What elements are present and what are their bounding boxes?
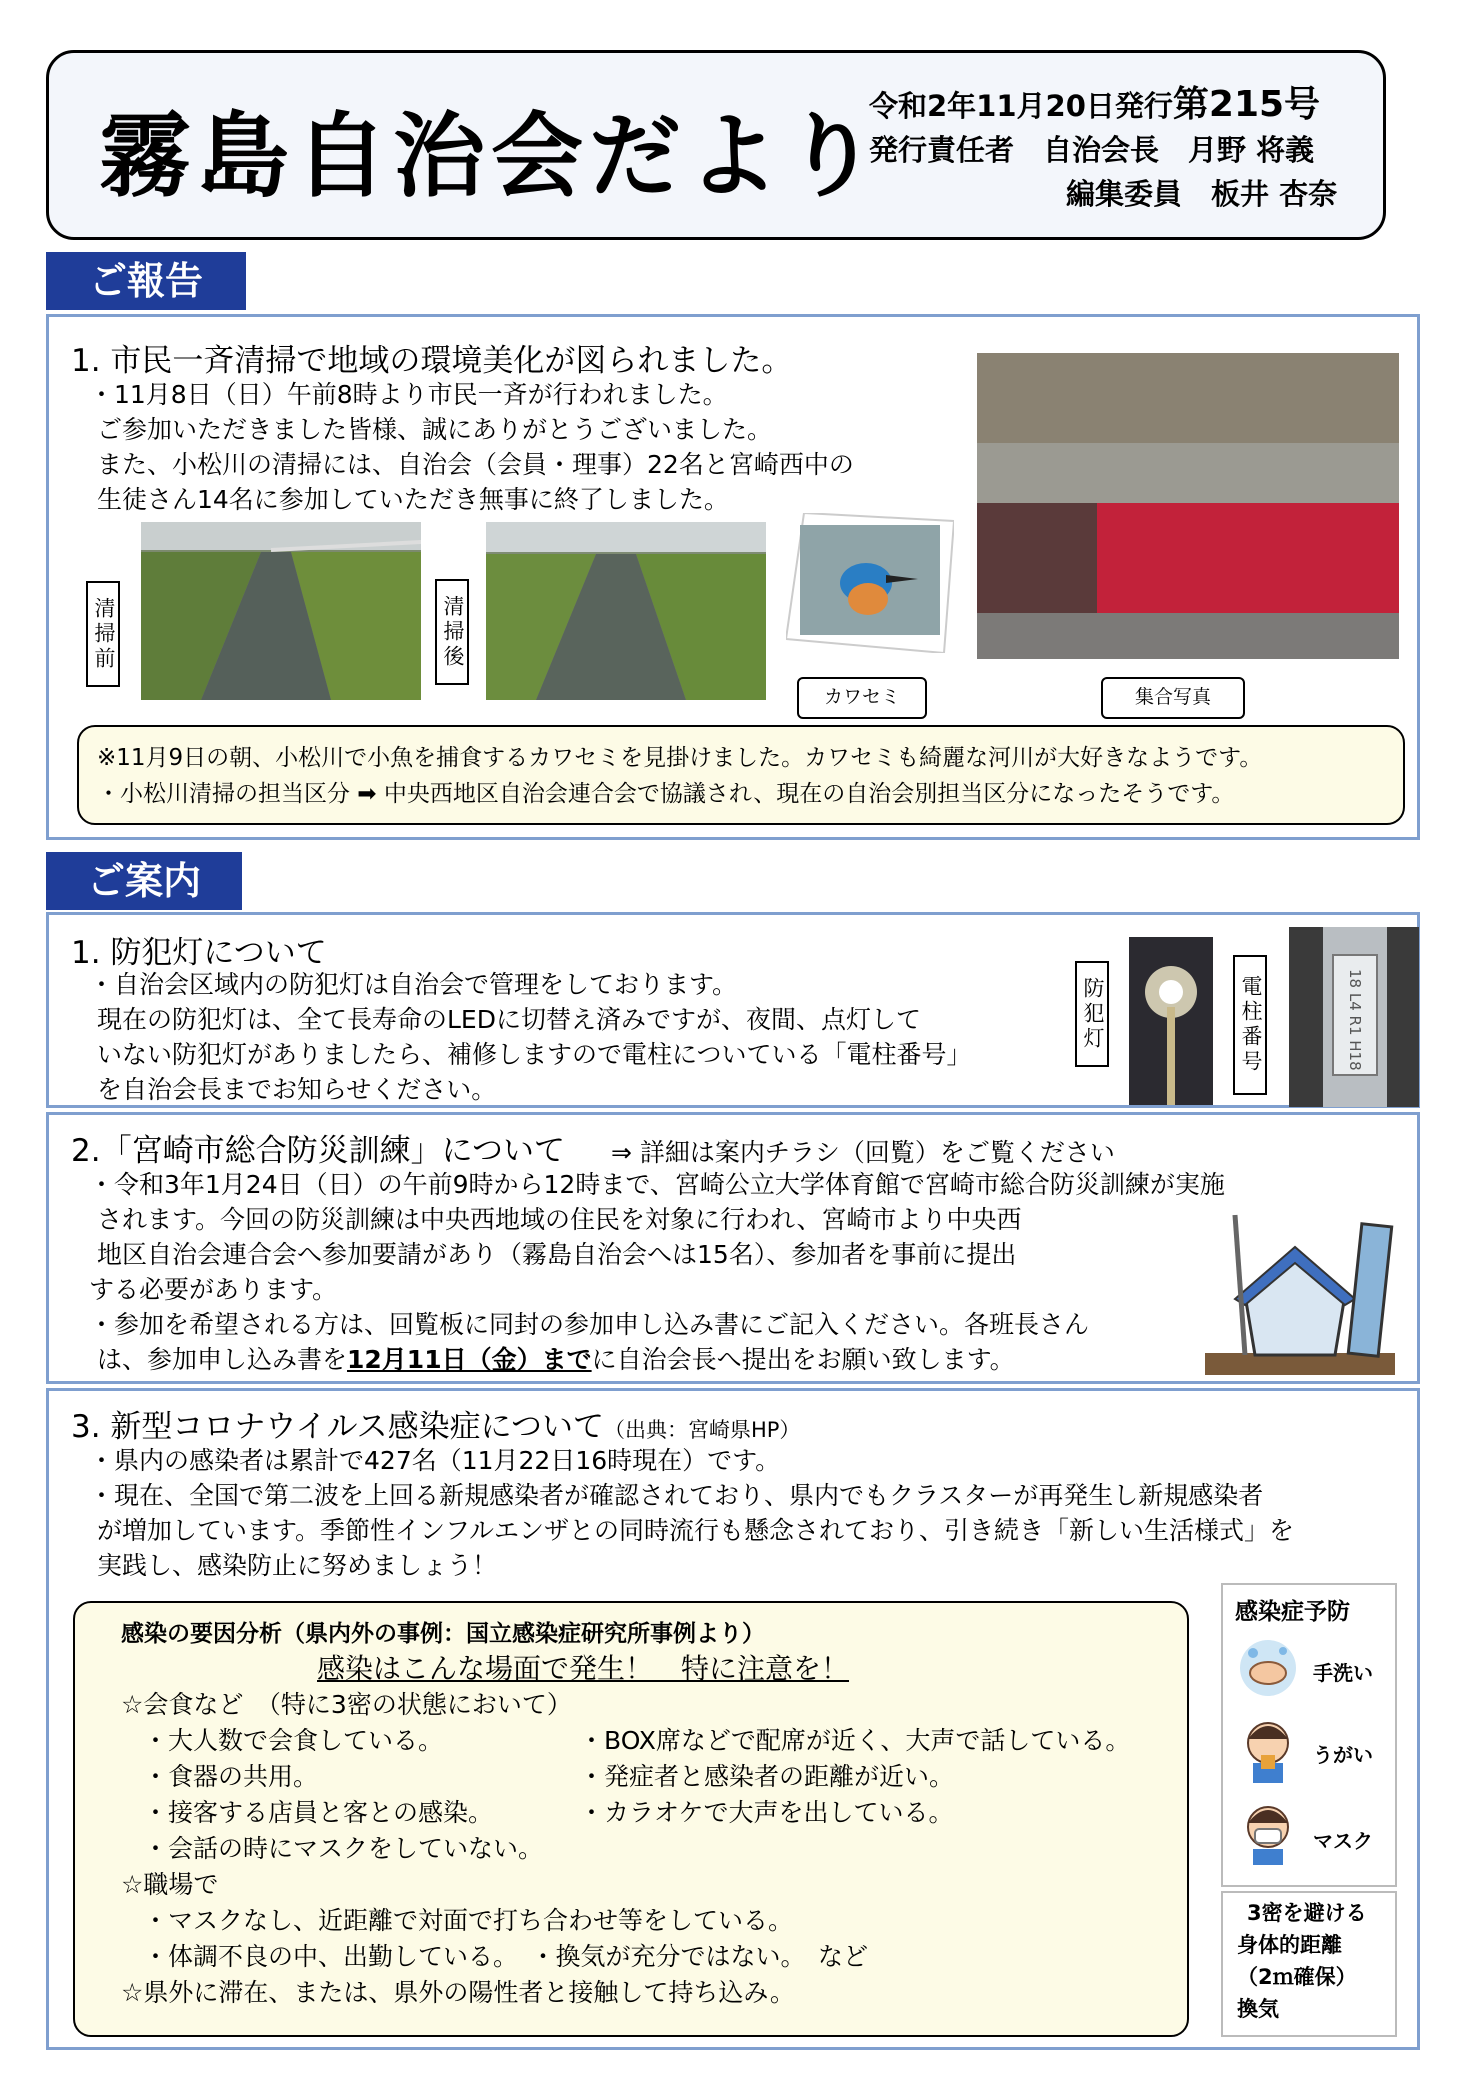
- security-light-heading: 1. 防犯灯について: [71, 935, 327, 971]
- covid-heading: [71, 1401, 800, 1446]
- photo-security-light: [1129, 937, 1213, 1105]
- hand-washing-icon: [1237, 1637, 1299, 1699]
- issue-number: 第215号: [1172, 84, 1321, 125]
- caption-group-photo: 集合写真: [1101, 677, 1245, 719]
- covid-line-2: ・現在、全国で第二波を上回る新規感染者が確認されており、県内でもクラスターが再発生し新規感染者: [89, 1481, 1264, 1510]
- covid-box: [46, 1388, 1420, 2050]
- drill-heading-title: 2.「宮崎市総合防災訓練」について: [71, 1133, 565, 1169]
- light-line-4: を自治会長までお知らせください。: [97, 1075, 497, 1104]
- report-tag: ご報告: [46, 252, 246, 310]
- issue-info: [869, 83, 1337, 216]
- editor-line: 編集委員 板井 杏奈: [1066, 177, 1338, 211]
- analysis-subtitle: 感染はこんな場面で発生！ 特に注意を！: [317, 1652, 850, 1685]
- photo-pole-number: [1289, 927, 1419, 1107]
- drill-line-1: ・令和3年1月24日（日）の午前9時から12時まで、宮崎公立大学体育館で宮崎市総合防災訓練が実施: [89, 1170, 1225, 1199]
- issue-date: 令和2年11月20日発行: [869, 89, 1173, 123]
- report-note: [77, 725, 1405, 825]
- report-line-2: ご参加いただきました皆様、誠にありがとうございました。: [97, 415, 773, 444]
- light-line-3: いない防犯灯がありましたら、補修しますので電柱についている「電柱番号」: [97, 1040, 972, 1069]
- light-line-1: ・自治会区域内の防犯灯は自治会で管理をしております。: [89, 970, 738, 999]
- caption-kingfisher: カワセミ: [797, 677, 927, 719]
- dining-left-3: ・接客する店員と客との感染。: [143, 1798, 494, 1827]
- covid-line-4: 実践し、感染防止に努めましょう！: [97, 1551, 498, 1580]
- avoid-3c-panel: [1221, 1891, 1397, 2037]
- label-pole-number: 電柱番号: [1233, 955, 1267, 1095]
- workplace-line-2: ・体調不良の中、出勤している。 ・換気が充分ではない。 など: [143, 1942, 869, 1971]
- drill-heading-note: ⇒ 詳細は案内チラシ（回覧）をご覧ください: [610, 1138, 1115, 1167]
- covid-heading-title: 3. 新型コロナウイルス感染症について: [71, 1409, 604, 1445]
- dining-left-2: ・食器の共用。: [143, 1762, 319, 1791]
- pole-number-text: 18 L4 R1 H18: [1346, 969, 1364, 1071]
- avoid-3c-line-4: 換気: [1237, 1997, 1279, 2021]
- analysis-group-workplace: ☆職場で: [121, 1870, 219, 1899]
- label-after: 清掃後: [435, 579, 469, 685]
- photo-kingfisher: [786, 513, 954, 653]
- drill-line-2: されます。今回の防災訓練は中央西地域の住民を対象に行われ、宮崎市より中央西: [97, 1205, 1022, 1234]
- light-line-2: 現在の防犯灯は、全て長寿命のLEDに切替え済みですが、夜間、点灯して: [97, 1005, 921, 1034]
- infection-analysis-box: [73, 1601, 1189, 2037]
- drill-deadline: 12月11日（金）まで: [347, 1345, 592, 1374]
- disaster-drill-box: [46, 1112, 1420, 1384]
- drill-line-5: ・参加を希望される方は、回覧板に同封の参加申し込み書にご記入ください。各班長さん: [89, 1310, 1090, 1339]
- earthquake-illustration: [1205, 1205, 1395, 1375]
- label-before: 清掃前: [86, 581, 120, 687]
- dining-left-4: ・会話の時にマスクをしていない。: [143, 1834, 544, 1863]
- guide-tag: ご案内: [46, 852, 242, 910]
- covid-line-1: ・県内の感染者は累計で427名（11月22日16時現在）です。: [89, 1446, 781, 1475]
- note-line-1: ※11月9日の朝、小松川で小魚を捕食するカワセミを見掛けました。カワセミも綺麗な河川が大好きなようです。: [97, 745, 1263, 771]
- label-security-light: 防犯灯: [1075, 961, 1109, 1067]
- note-line-2: ・小松川清掃の担当区分 ➡ 中央西地区自治会連合会で協議され、現在の自治会別担当区分になったそうです。: [97, 781, 1235, 807]
- report-line-3: また、小松川の清掃には、自治会（会員・理事）22名と宮崎西中の: [97, 450, 854, 479]
- masthead: [46, 50, 1386, 240]
- photo-group: [977, 353, 1399, 659]
- mask-icon: [1237, 1799, 1299, 1865]
- report-line-4: 生徒さん14名に参加していただき無事に終了しました。: [97, 485, 729, 514]
- report-line-1: ・11月8日（日）午前8時より市民一斉が行われました。: [89, 380, 728, 409]
- analysis-title: 感染の要因分析（県内外の事例：国立感染症研究所事例より）: [121, 1621, 765, 1647]
- prevention-panel: [1221, 1583, 1397, 1887]
- photo-before-cleaning: [141, 522, 421, 700]
- avoid-3c-line-1: 3密を避ける: [1247, 1901, 1367, 1925]
- gargling-label: うがい: [1313, 1743, 1373, 1767]
- drill-line-6-pre: は、参加申し込み書を: [97, 1345, 348, 1374]
- newsletter-title: 霧島自治会だより: [99, 103, 884, 210]
- drill-heading: [71, 1125, 1115, 1170]
- analysis-group-outside: ☆県外に滞在、または、県外の陽性者と接触して持ち込み。: [121, 1978, 795, 2007]
- gargling-icon: [1237, 1717, 1299, 1783]
- covid-source: （出典：宮崎県HP）: [603, 1418, 801, 1442]
- report-heading: 1. 市民一斉清掃で地域の環境美化が図られました。: [71, 343, 793, 379]
- analysis-group-dining: ☆会食など （特に3密の状態において）: [121, 1690, 572, 1719]
- prevention-title: 感染症予防: [1235, 1599, 1350, 1625]
- dining-left-1: ・大人数で会食している。: [143, 1726, 444, 1755]
- hand-washing-label: 手洗い: [1313, 1661, 1373, 1685]
- covid-line-3: が増加しています。季節性インフルエンザとの同時流行も懸念されており、引き続き「新しい生活様式」を: [97, 1516, 1295, 1545]
- drill-line-4: する必要があります。: [89, 1275, 338, 1304]
- drill-line-6-post: に自治会長へ提出をお願い致します。: [591, 1345, 1015, 1374]
- report-box: [46, 314, 1420, 840]
- drill-line-3: 地区自治会連合会へ参加要請があり（霧島自治会へは15名）、参加者を事前に提出: [97, 1240, 1017, 1269]
- photo-after-cleaning: [486, 522, 766, 700]
- drill-line-6: [97, 1342, 1015, 1377]
- dining-right-1: ・BOX席などで配席が近く、大声で話している。: [579, 1726, 1131, 1755]
- mask-label: マスク: [1313, 1829, 1373, 1853]
- workplace-line-1: ・マスクなし、近距離で対面で打ち合わせ等をしている。: [143, 1906, 794, 1935]
- security-light-box: [46, 912, 1420, 1108]
- dining-right-2: ・発症者と感染者の距離が近い。: [579, 1762, 955, 1791]
- publisher-line: 発行責任者 自治会長 月野 将義: [869, 133, 1315, 167]
- avoid-3c-line-3: （2ｍ確保）: [1237, 1965, 1357, 1989]
- avoid-3c-line-2: 身体的距離: [1237, 1933, 1342, 1957]
- dining-right-3: ・カラオケで大声を出している。: [579, 1798, 954, 1827]
